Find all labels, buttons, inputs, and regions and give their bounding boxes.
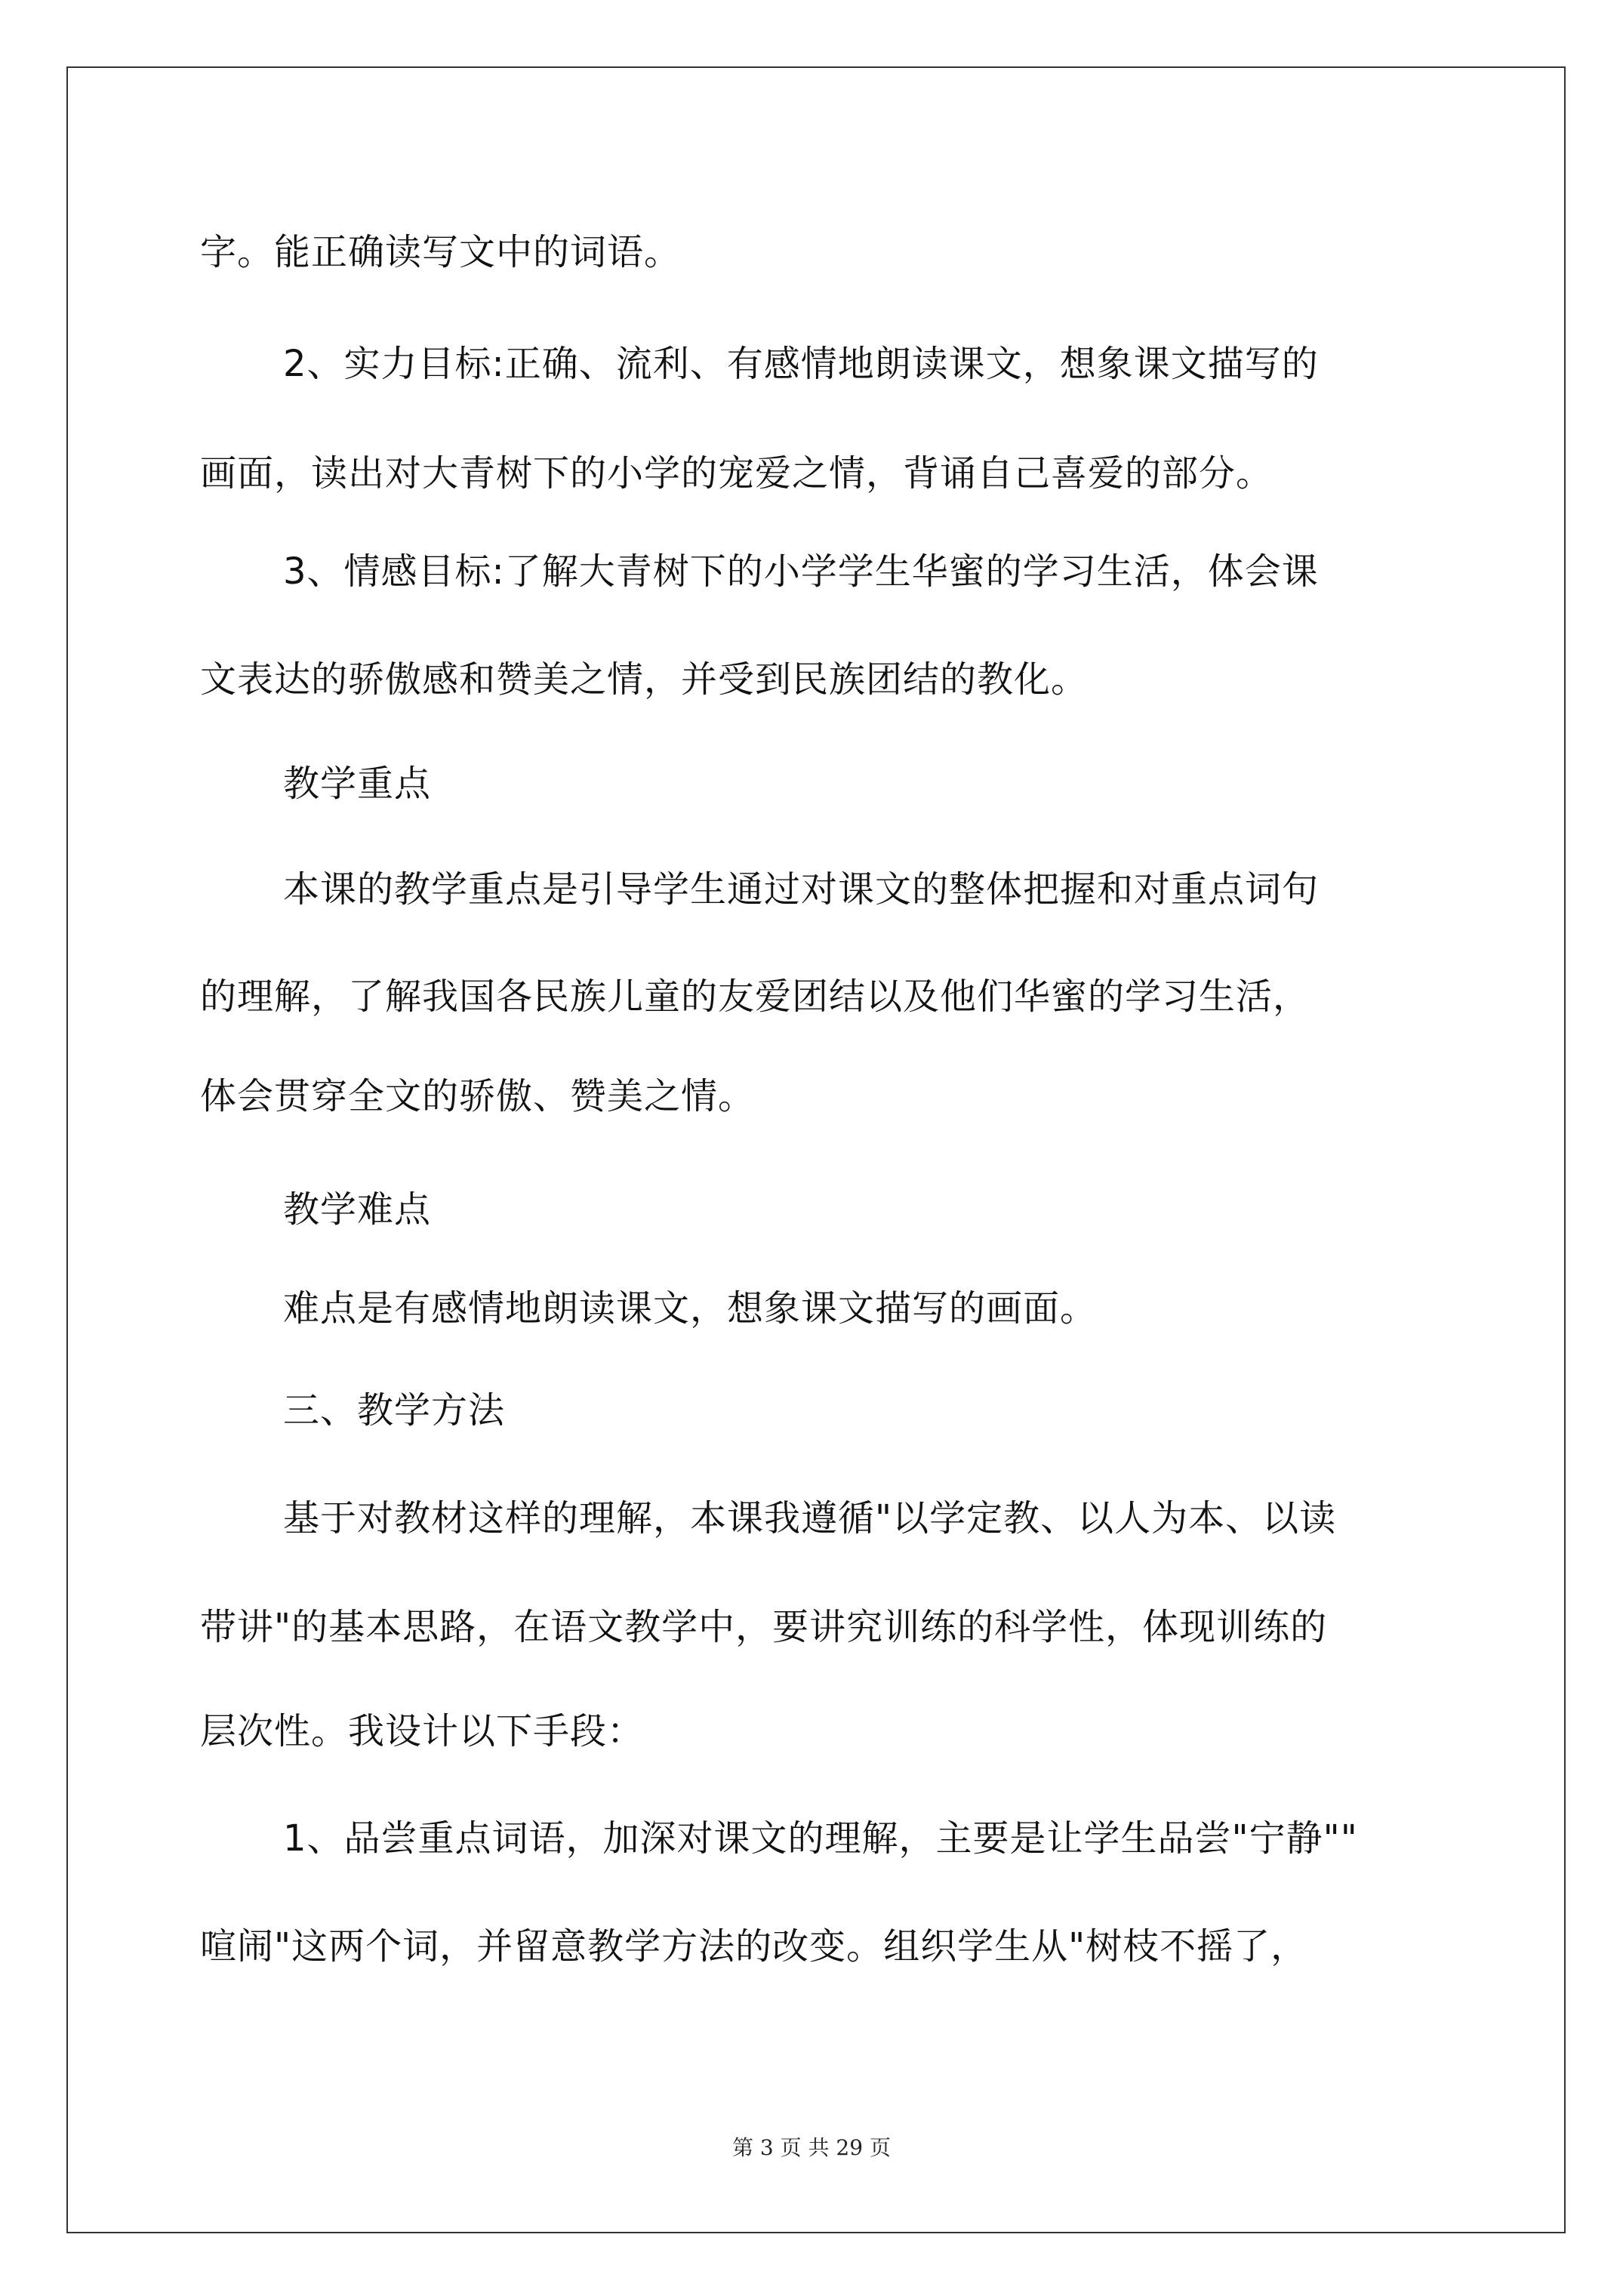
text-line: 3、情感目标:了解大青树下的小学学生华蜜的学习生活，体会课 [283,550,1319,593]
text-line: 2、实力目标:正确、流利、有感情地朗读课文，想象课文描写的 [283,343,1319,385]
page-footer: 第 3 页 共 29 页 [732,2135,891,2160]
section-heading: 教学难点 [283,1188,432,1231]
text-line: 1、品尝重点词语，加深对课文的理解，主要是让学生品尝"宁静"" [283,1817,1358,1860]
text-line: 层次性。我设计以下手段： [200,1710,645,1752]
text-line: 基于对教材这样的理解，本课我遵循"以学定教、以人为本、以读 [283,1497,1337,1539]
text-line: 的理解，了解我国各民族儿童的友爱团结以及他们华蜜的学习生活， [200,975,1310,1018]
text-line: 文表达的骄傲感和赞美之情，并受到民族团结的教化。 [200,658,1089,701]
text-line: 本课的教学重点是引导学生通过对课文的整体把握和对重点词句 [283,868,1320,911]
section-heading: 三、教学方法 [283,1389,506,1432]
section-heading: 教学重点 [283,763,432,805]
text-line: 喧闹"这两个词，并留意教学方法的改变。组织学生从"树枝不摇了， [200,1925,1308,1968]
text-line: 字。能正确读写文中的词语。 [200,231,682,273]
text-line: 难点是有感情地朗读课文，想象课文描写的画面。 [283,1287,1098,1330]
text-line: 体会贯穿全文的骄傲、赞美之情。 [200,1075,756,1117]
text-line: 画面，读出对大青树下的小学的宠爱之情，背诵自己喜爱的部分。 [200,452,1273,495]
page-frame [66,66,1566,2233]
text-line: 带讲"的基本思路，在语文教学中，要讲究训练的科学性，体现训练的 [200,1606,1328,1648]
